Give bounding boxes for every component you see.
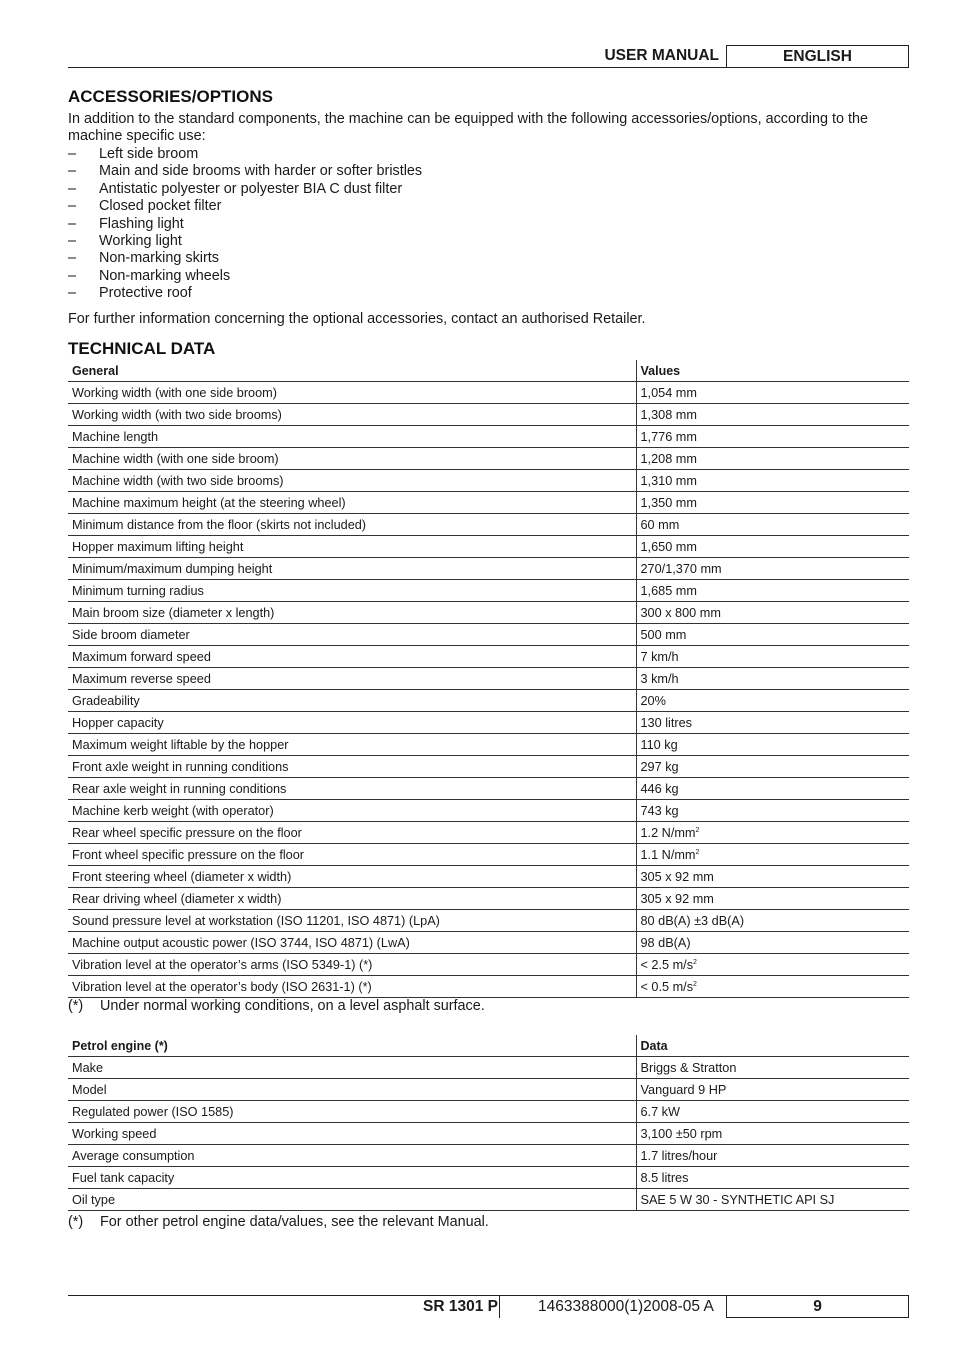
- table-row: [68, 932, 909, 954]
- table-row: [68, 426, 909, 448]
- spec-label: Working width (with two side brooms): [68, 404, 636, 426]
- table-row: [68, 536, 909, 558]
- accessory-item: [68, 268, 422, 285]
- spec-value: 1,054 mm: [640, 385, 697, 400]
- spec-label: Rear wheel specific pressure on the floor: [68, 822, 636, 844]
- accessory-item-text: Protective roof: [99, 285, 192, 302]
- engine-table-header-row: [68, 1035, 909, 1057]
- header-manual-label: USER MANUAL: [604, 47, 719, 64]
- engine-spec-label: Regulated power (ISO 1585): [68, 1101, 636, 1123]
- engine-footnote-text: For other petrol engine data/values, see the relevant Manual.: [100, 1214, 489, 1230]
- footer-separator: [499, 1296, 500, 1318]
- engine-spec-value: Vanguard 9 HP: [636, 1079, 909, 1101]
- bullet-dash: –: [68, 250, 77, 267]
- spec-label: Machine maximum height (at the steering wheel): [68, 492, 636, 514]
- accessory-item-text: Non-marking wheels: [99, 267, 231, 284]
- bullet-dash: –: [68, 267, 77, 284]
- general-header-label: General: [68, 360, 636, 382]
- table-row: [68, 778, 909, 800]
- accessories-intro: In addition to the standard components, the machine can be equipped with the following accessories/options, according to the machine specific use:: [68, 111, 868, 145]
- accessory-item-text: Closed pocket filter: [99, 198, 222, 215]
- spec-value: 7 km/h: [640, 649, 679, 664]
- spec-label: Hopper maximum lifting height: [68, 536, 636, 558]
- page-footer: [68, 1295, 909, 1319]
- table-row: [68, 690, 909, 712]
- spec-value-cell: [636, 646, 909, 668]
- spec-value: 1,776 mm: [640, 429, 697, 444]
- engine-footnote-mark: (*): [68, 1214, 84, 1230]
- spec-label: Rear driving wheel (diameter x width): [68, 888, 636, 910]
- table-row: [68, 602, 909, 624]
- table-row: [68, 646, 909, 668]
- spec-value-cell: [636, 382, 909, 404]
- table-row: [68, 844, 909, 866]
- spec-label: Minimum turning radius: [68, 580, 636, 602]
- accessory-item-text: Working light: [99, 233, 182, 250]
- table-row: [68, 1167, 909, 1189]
- engine-spec-value: 3,100 ±50 rpm: [636, 1123, 909, 1145]
- spec-value: 20%: [640, 693, 666, 708]
- table-row: [68, 404, 909, 426]
- general-header-values: Values: [636, 360, 909, 382]
- accessories-title: ACCESSORIES/OPTIONS: [68, 87, 273, 106]
- table-row: [68, 756, 909, 778]
- spec-value-cell: [636, 690, 909, 712]
- spec-label: Hopper capacity: [68, 712, 636, 734]
- spec-label: Working width (with one side broom): [68, 382, 636, 404]
- table-row: [68, 888, 909, 910]
- engine-data-table: [68, 1035, 909, 1211]
- general-footnote-text: Under normal working conditions, on a level asphalt surface.: [100, 998, 485, 1014]
- bullet-dash: –: [68, 198, 77, 215]
- spec-value-cell: [636, 910, 909, 932]
- spec-value: 270/1,370 mm: [640, 561, 722, 576]
- page-header: [68, 45, 909, 68]
- spec-value-exponent: 2: [695, 826, 700, 834]
- spec-label: Vibration level at the operator’s body (ISO 2631-1) (*): [68, 976, 636, 998]
- spec-value-cell: [636, 404, 909, 426]
- spec-value-cell: [636, 492, 909, 514]
- footer-document-code: 1463388000(1)2008-05 A: [538, 1298, 714, 1315]
- engine-spec-value: SAE 5 W 30 - SYNTHETIC API SJ: [636, 1189, 909, 1211]
- engine-spec-value: 6.7 kW: [636, 1101, 909, 1123]
- spec-value-cell: [636, 624, 909, 646]
- bullet-dash: –: [68, 215, 77, 232]
- spec-value: 98 dB(A): [640, 935, 691, 950]
- spec-value: 1,310 mm: [640, 473, 697, 488]
- spec-label: Gradeability: [68, 690, 636, 712]
- general-table-header-row: [68, 360, 909, 382]
- engine-spec-label: Working speed: [68, 1123, 636, 1145]
- spec-value: 305 x 92 mm: [640, 869, 714, 884]
- spec-value-cell: [636, 514, 909, 536]
- accessory-item: [68, 198, 422, 215]
- spec-value-cell: [636, 954, 909, 976]
- engine-spec-label: Make: [68, 1057, 636, 1079]
- accessory-item: [68, 146, 422, 163]
- table-row: [68, 976, 909, 998]
- table-row: [68, 910, 909, 932]
- spec-label: Front wheel specific pressure on the floor: [68, 844, 636, 866]
- spec-value: 1,350 mm: [640, 495, 697, 510]
- spec-value-cell: [636, 668, 909, 690]
- spec-value-cell: [636, 536, 909, 558]
- spec-value-cell: [636, 448, 909, 470]
- spec-value: 1,308 mm: [640, 407, 697, 422]
- engine-header-data: Data: [636, 1035, 909, 1057]
- spec-value: 80 dB(A) ±3 dB(A): [640, 913, 745, 928]
- spec-label: Front steering wheel (diameter x width): [68, 866, 636, 888]
- table-row: [68, 580, 909, 602]
- table-row: [68, 734, 909, 756]
- engine-spec-label: Model: [68, 1079, 636, 1101]
- spec-value-cell: [636, 426, 909, 448]
- spec-value: 1,685 mm: [640, 583, 697, 598]
- accessory-item-text: Antistatic polyester or polyester BIA C dust filter: [99, 180, 403, 197]
- spec-value: 3 km/h: [640, 671, 679, 686]
- spec-label: Minimum distance from the floor (skirts not included): [68, 514, 636, 536]
- engine-spec-label: Fuel tank capacity: [68, 1167, 636, 1189]
- spec-value-cell: [636, 558, 909, 580]
- spec-value: 305 x 92 mm: [640, 891, 714, 906]
- spec-value-cell: [636, 602, 909, 624]
- spec-value: 110 kg: [640, 737, 678, 752]
- engine-spec-value: 1.7 litres/hour: [636, 1145, 909, 1167]
- accessory-item-text: Non-marking skirts: [99, 250, 219, 267]
- table-row: [68, 624, 909, 646]
- spec-value: 1.2 N/mm: [640, 825, 696, 840]
- bullet-dash: –: [68, 285, 77, 302]
- table-row: [68, 448, 909, 470]
- spec-value-cell: [636, 976, 909, 998]
- accessory-item: [68, 250, 422, 267]
- spec-label: Vibration level at the operator’s arms (ISO 5349-1) (*): [68, 954, 636, 976]
- bullet-dash: –: [68, 146, 77, 162]
- spec-label: Main broom size (diameter x length): [68, 602, 636, 624]
- accessory-item-text: Left side broom: [99, 146, 199, 162]
- table-row: [68, 822, 909, 844]
- table-row: [68, 1079, 909, 1101]
- spec-label: Machine kerb weight (with operator): [68, 800, 636, 822]
- spec-value: 297 kg: [640, 759, 679, 774]
- spec-value-cell: [636, 734, 909, 756]
- spec-value: 130 litres: [640, 715, 692, 730]
- table-row: [68, 1189, 909, 1211]
- engine-spec-value: Briggs & Stratton: [636, 1057, 909, 1079]
- engine-spec-label: Oil type: [68, 1189, 636, 1211]
- accessories-list: [68, 146, 422, 303]
- spec-label: Machine width (with one side broom): [68, 448, 636, 470]
- technical-data-title: TECHNICAL DATA: [68, 339, 216, 358]
- footer-page-number: 9: [726, 1296, 909, 1318]
- spec-value-cell: [636, 888, 909, 910]
- spec-value-cell: [636, 756, 909, 778]
- table-row: [68, 1057, 909, 1079]
- table-row: [68, 954, 909, 976]
- spec-label: Machine output acoustic power (ISO 3744, ISO 4871) (LwA): [68, 932, 636, 954]
- engine-spec-value: 8.5 litres: [636, 1167, 909, 1189]
- table-row: [68, 514, 909, 536]
- table-row: [68, 382, 909, 404]
- spec-value: 60 mm: [640, 517, 680, 532]
- spec-label: Maximum forward speed: [68, 646, 636, 668]
- spec-value-cell: [636, 580, 909, 602]
- spec-value: < 0.5 m/s: [640, 979, 694, 994]
- spec-value: 1,208 mm: [640, 451, 697, 466]
- spec-value-cell: [636, 800, 909, 822]
- spec-label: Maximum weight liftable by the hopper: [68, 734, 636, 756]
- table-row: [68, 492, 909, 514]
- accessory-item: [68, 163, 422, 180]
- accessory-item: [68, 181, 422, 198]
- general-data-table: [68, 360, 909, 998]
- table-row: [68, 668, 909, 690]
- spec-value-exponent: 2: [695, 848, 700, 856]
- table-row: [68, 1101, 909, 1123]
- table-row: [68, 1123, 909, 1145]
- bullet-dash: –: [68, 180, 77, 197]
- spec-label: Rear axle weight in running conditions: [68, 778, 636, 800]
- spec-value-cell: [636, 932, 909, 954]
- spec-value: 1,650 mm: [640, 539, 697, 554]
- spec-value: 446 kg: [640, 781, 679, 796]
- bullet-dash: –: [68, 233, 77, 250]
- spec-value-cell: [636, 470, 909, 492]
- spec-value: < 2.5 m/s: [640, 957, 694, 972]
- table-row: [68, 712, 909, 734]
- spec-value: 300 x 800 mm: [640, 605, 721, 620]
- engine-header-label: Petrol engine (*): [68, 1035, 636, 1057]
- spec-value-cell: [636, 778, 909, 800]
- spec-value-cell: [636, 822, 909, 844]
- accessory-item: [68, 285, 422, 302]
- accessories-further-info: For further information concerning the optional accessories, contact an authorised Retailer.: [68, 311, 646, 327]
- bullet-dash: –: [68, 163, 77, 180]
- accessory-item: [68, 216, 422, 233]
- header-language-box: ENGLISH: [726, 45, 909, 67]
- accessory-item: [68, 233, 422, 250]
- spec-value-exponent: 2: [693, 980, 697, 988]
- table-row: [68, 800, 909, 822]
- spec-value-cell: [636, 866, 909, 888]
- engine-footnote: [68, 1214, 489, 1230]
- spec-value: 1.1 N/mm: [640, 847, 696, 862]
- spec-value-cell: [636, 712, 909, 734]
- spec-value-cell: [636, 844, 909, 866]
- accessory-item-text: Flashing light: [99, 215, 184, 232]
- engine-spec-label: Average consumption: [68, 1145, 636, 1167]
- spec-label: Maximum reverse speed: [68, 668, 636, 690]
- spec-label: Minimum/maximum dumping height: [68, 558, 636, 580]
- accessory-item-text: Main and side brooms with harder or softer bristles: [99, 163, 423, 180]
- spec-label: Side broom diameter: [68, 624, 636, 646]
- general-footnote-mark: (*): [68, 998, 84, 1014]
- spec-label: Sound pressure level at workstation (ISO 11201, ISO 4871) (LpA): [68, 910, 636, 932]
- spec-value: 743 kg: [640, 803, 679, 818]
- spec-label: Machine length: [68, 426, 636, 448]
- general-footnote: [68, 998, 485, 1014]
- footer-model: SR 1301 P: [423, 1298, 498, 1315]
- spec-label: Front axle weight in running conditions: [68, 756, 636, 778]
- table-row: [68, 558, 909, 580]
- spec-label: Machine width (with two side brooms): [68, 470, 636, 492]
- table-row: [68, 866, 909, 888]
- spec-value: 500 mm: [640, 627, 687, 642]
- spec-value-exponent: 2: [693, 958, 697, 966]
- table-row: [68, 1145, 909, 1167]
- table-row: [68, 470, 909, 492]
